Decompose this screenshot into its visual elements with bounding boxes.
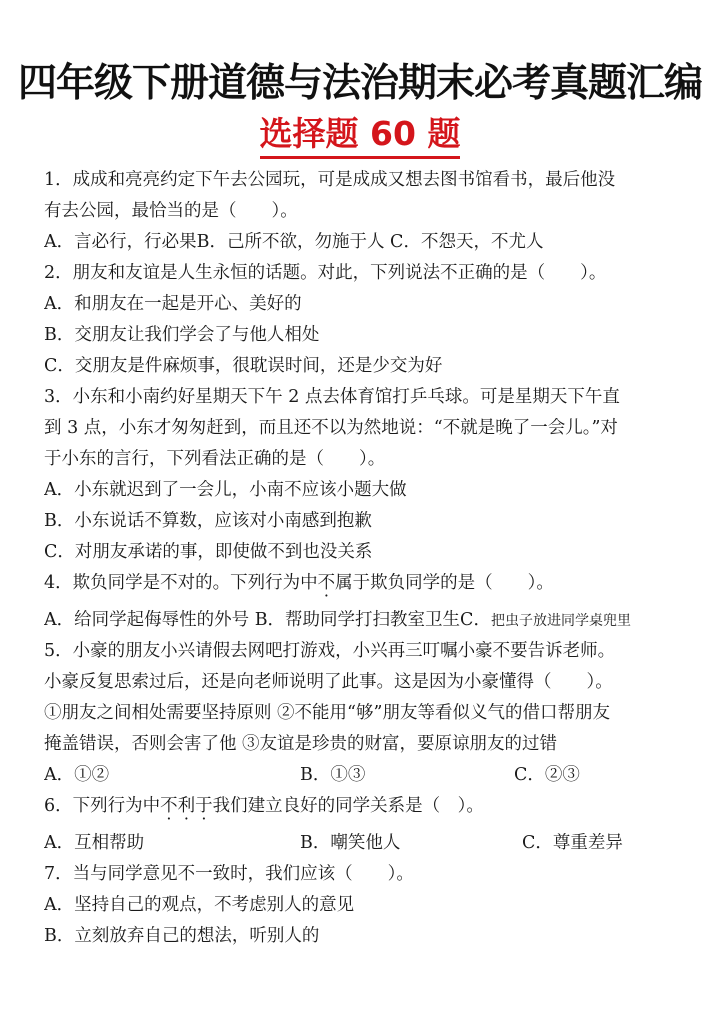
question-4-stem-end: 属于欺负同学的是（ ）。 bbox=[335, 573, 554, 593]
document-title: 四年级下册道德与法治期末必考真题汇编 bbox=[17, 61, 702, 106]
question-3-stem-line-1: 3．小东和小南约好星期天下午 2 点去体育馆打乒乓球。可是星期天下午直 bbox=[44, 387, 620, 407]
question-3-option-a: A．小东就迟到了一会儿，小南不应该小题大做 bbox=[44, 480, 407, 500]
question-6-option-a: A．互相帮助 bbox=[44, 833, 145, 853]
question-6-stem-start: 6．下列行为中 bbox=[44, 796, 161, 816]
question-5-stem-line-3: ①朋友之间相处需要坚持原则 ②不能用“够”朋友等看似义气的借口帮朋友 bbox=[44, 703, 610, 723]
question-5-stem-line-1: 5．小豪的朋友小兴请假去网吧打游戏，小兴再三叮嘱小豪不要告诉老师。 bbox=[44, 641, 616, 661]
question-6-emphasis-char-2: 利 bbox=[177, 796, 196, 816]
question-4-option-c-small: 把虫子放进同学桌兜里 bbox=[490, 613, 631, 629]
question-4-stem-start: 4．欺负同学是不对的。下列行为中 bbox=[44, 573, 318, 593]
question-6-stem bbox=[44, 791, 684, 822]
question-7-option-b: B．立刻放弃自己的想法，听别人的 bbox=[44, 926, 320, 946]
subtitle-container bbox=[0, 114, 720, 159]
question-7-option-a: A．坚持自己的观点，不考虑别人的意见 bbox=[44, 895, 355, 915]
question-4-options-main: A．给同学起侮辱性的外号 B．帮助同学打扫教室卫生C． bbox=[44, 610, 491, 630]
question-5-stem-line-4: 掩盖错误，否则会害了他 ③友谊是珍贵的财富，要原谅朋友的过错 bbox=[44, 734, 558, 754]
question-7-stem: 7．当与同学意见不一致时，我们应该（ ）。 bbox=[44, 864, 414, 884]
question-1-stem-line-2: 有去公园，最恰当的是（ ）。 bbox=[44, 201, 298, 221]
question-list bbox=[44, 165, 684, 952]
question-5-option-a: A．①② bbox=[44, 765, 110, 785]
question-6-option-c: C．尊重差异 bbox=[522, 833, 623, 853]
section-subtitle: 选择题 60 题 bbox=[260, 114, 461, 159]
question-5-option-b: B．①③ bbox=[300, 765, 366, 785]
question-6-emphasis-char-1: 不 bbox=[160, 796, 178, 816]
question-4-emphasis-char: 不 bbox=[317, 573, 336, 593]
question-3-stem-line-3: 于小东的言行，下列看法正确的是（ ）。 bbox=[44, 449, 386, 469]
question-5-option-c: C．②③ bbox=[514, 765, 580, 785]
question-4-stem bbox=[44, 568, 684, 599]
question-4-options bbox=[44, 605, 684, 636]
question-5-stem-line-2: 小豪反复思索过后，还是向老师说明了此事。这是因为小豪懂得（ ）。 bbox=[44, 672, 613, 692]
question-6-stem-end: 我们建立良好的同学关系是（ ）。 bbox=[212, 796, 484, 816]
question-1-options: A．言必行，行必果B．己所不欲，勿施于人 C．不怨天，不尤人 bbox=[44, 232, 544, 252]
question-2-stem: 2．朋友和友谊是人生永恒的话题。对此，下列说法不正确的是（ ）。 bbox=[44, 263, 607, 283]
question-5-options bbox=[44, 760, 684, 791]
question-2-option-c: C．交朋友是件麻烦事，很耽误时间，还是少交为好 bbox=[44, 356, 443, 376]
question-3-option-b: B．小东说话不算数，应该对小南感到抱歉 bbox=[44, 511, 372, 531]
question-6-options bbox=[44, 828, 684, 859]
question-2-option-b: B．交朋友让我们学会了与他人相处 bbox=[44, 325, 320, 345]
question-6-emphasis-char-3: 于 bbox=[195, 796, 213, 816]
question-6-option-b: B．嘲笑他人 bbox=[300, 833, 401, 853]
question-2-option-a: A．和朋友在一起是开心、美好的 bbox=[44, 294, 302, 314]
question-1-stem-line-1: 1．成成和亮亮约定下午去公园玩，可是成成又想去图书馆看书，最后他没 bbox=[44, 170, 616, 190]
question-3-stem-line-2: 到 3 点，小东才匆匆赶到，而且还不以为然地说：“不就是晚了一会儿。”对 bbox=[44, 418, 618, 438]
question-3-option-c: C．对朋友承诺的事，即使做不到也没关系 bbox=[44, 542, 373, 562]
